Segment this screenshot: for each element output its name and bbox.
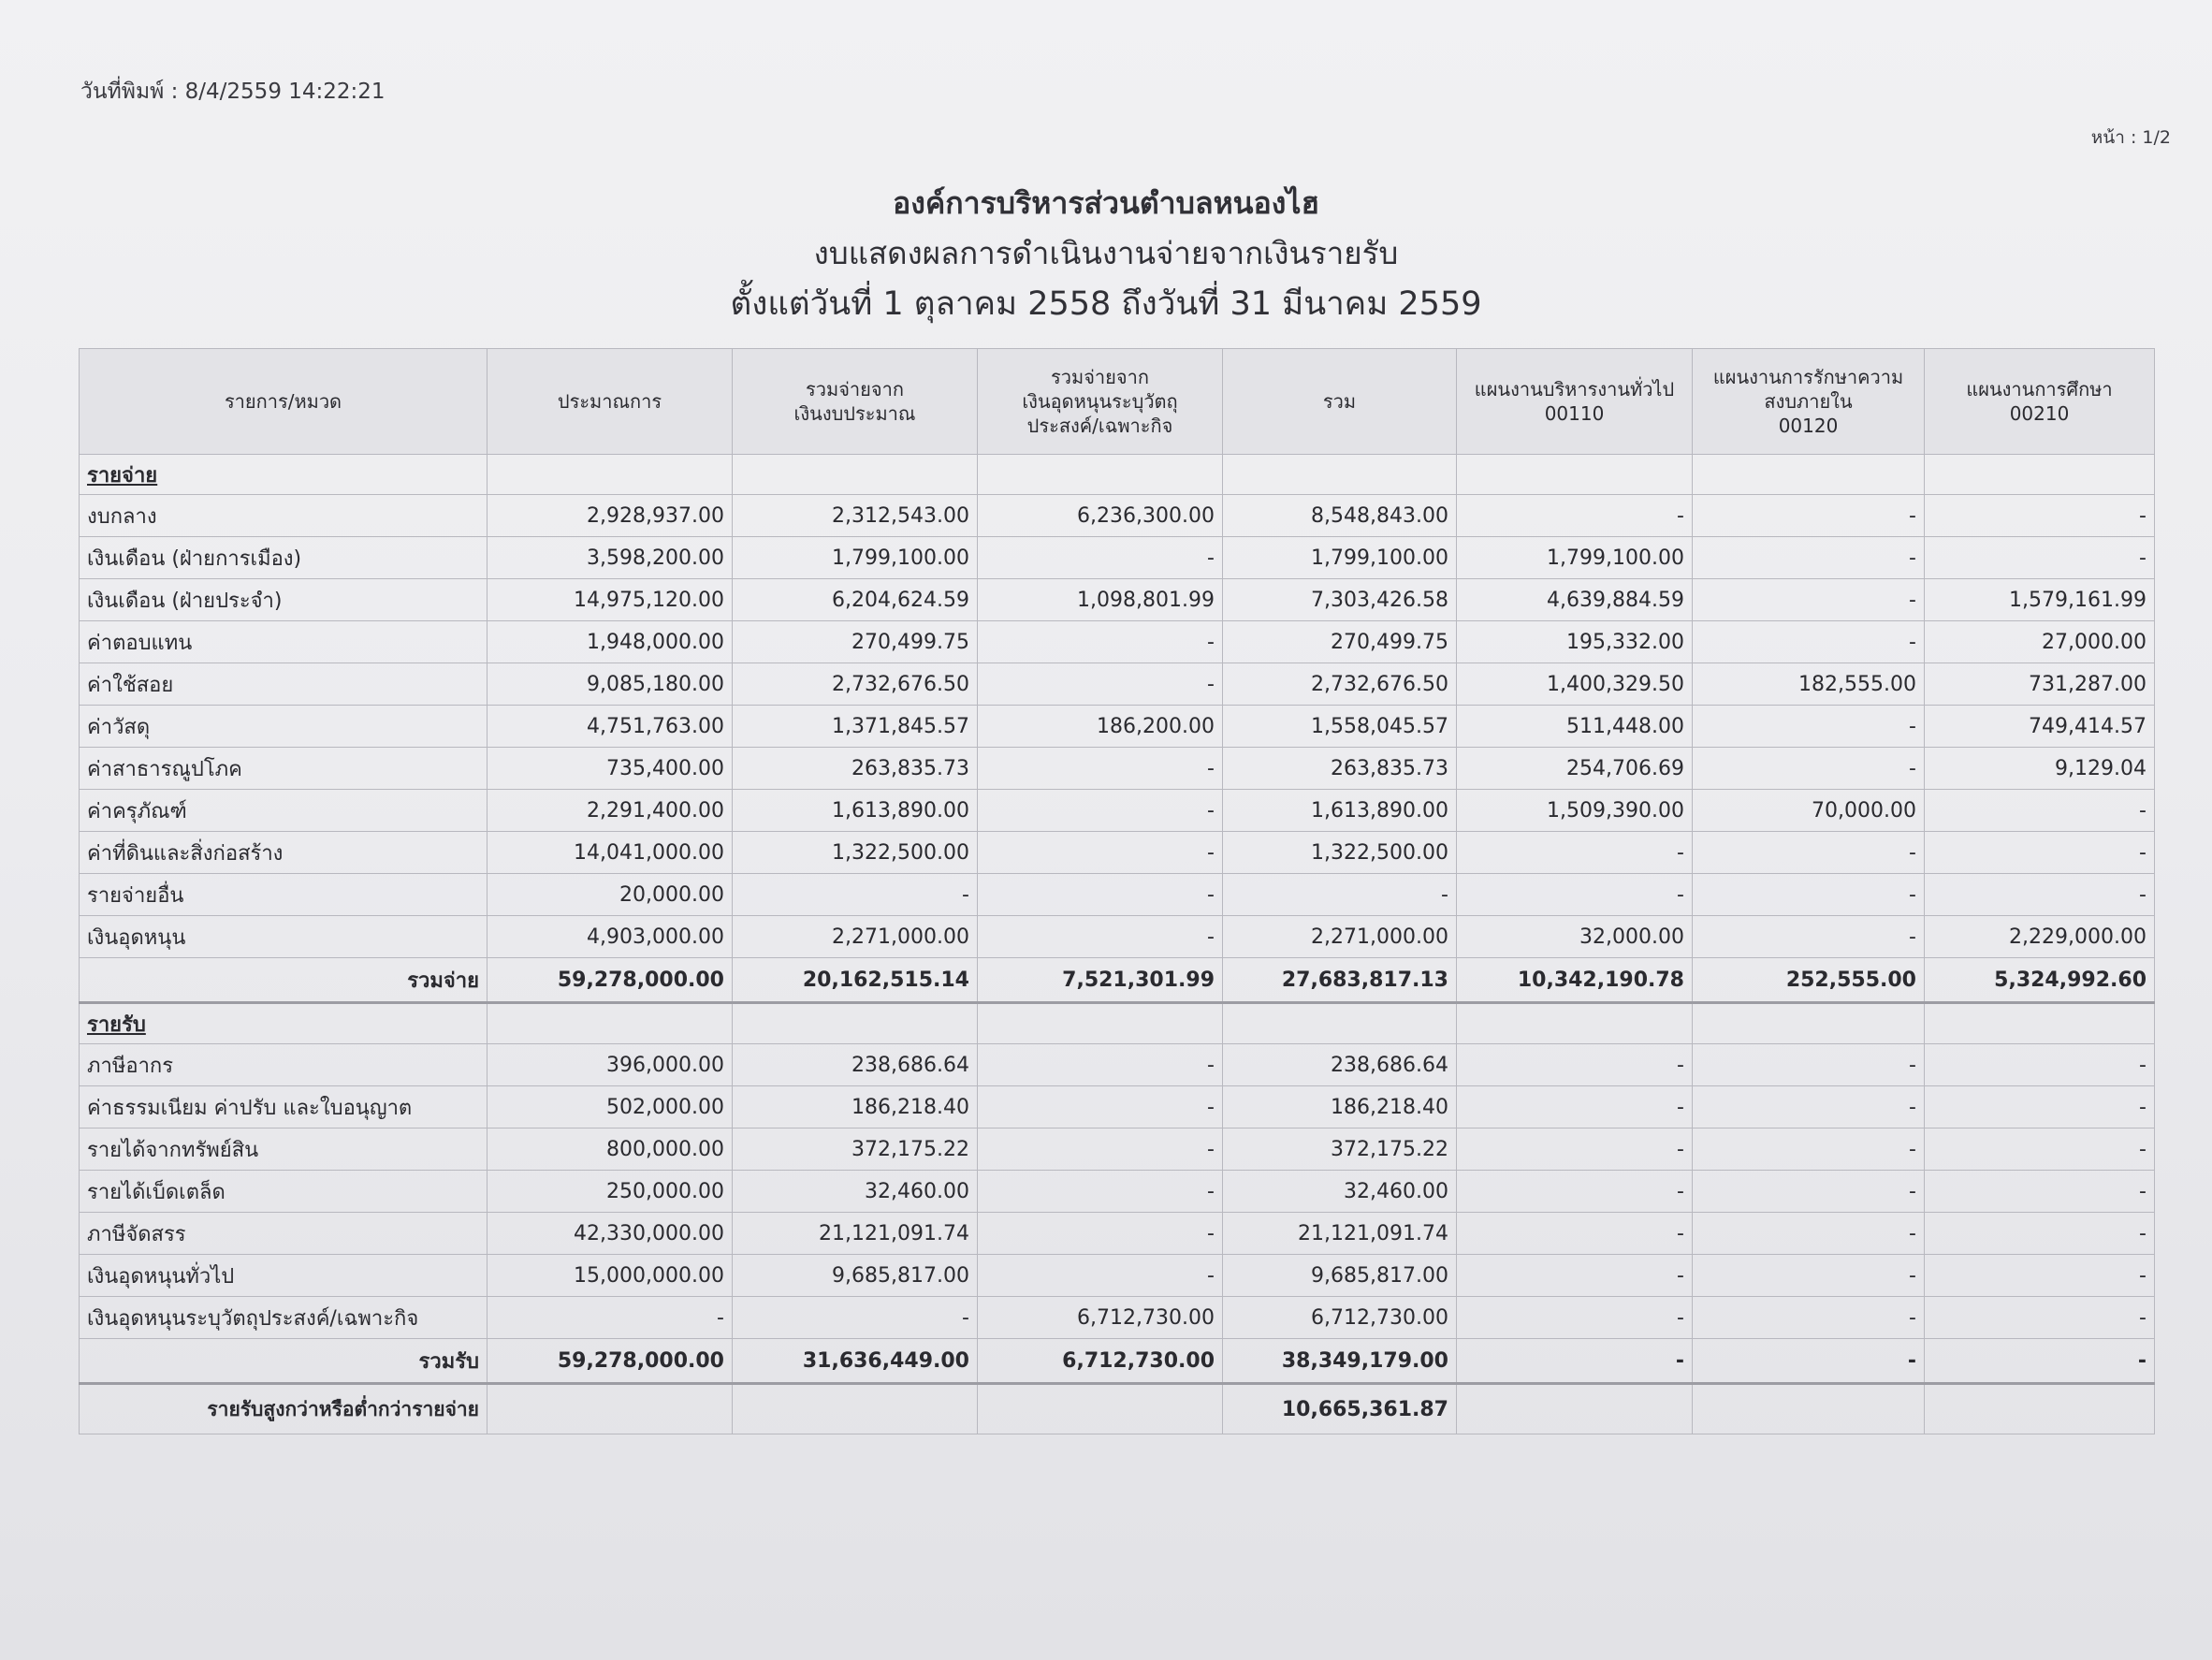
row-label: ค่าครุภัณฑ์ xyxy=(80,790,488,832)
value-cell: 2,732,676.50 xyxy=(1223,663,1457,706)
value-cell: 2,732,676.50 xyxy=(733,663,978,706)
report-title: งบแสดงผลการดำเนินงานจ่ายจากเงินรายรับ xyxy=(813,235,1399,271)
row-label: เงินอุดหนุน xyxy=(80,916,488,958)
column-header: แผนงานการศึกษา 00210 xyxy=(1925,349,2155,455)
value-cell: - xyxy=(1223,874,1457,916)
row-label: ค่าธรรมเนียม ค่าปรับ และใบอนุญาต xyxy=(80,1086,488,1129)
value-cell: 14,975,120.00 xyxy=(488,579,733,621)
value-cell: - xyxy=(1457,1339,1693,1384)
value-cell xyxy=(1693,1003,1925,1044)
value-cell: 270,499.75 xyxy=(1223,621,1457,663)
value-cell: - xyxy=(1925,790,2155,832)
row-label: รายได้เบ็ดเตล็ด xyxy=(80,1171,488,1213)
table-row xyxy=(80,1044,2155,1086)
value-cell: - xyxy=(1925,832,2155,874)
table-row xyxy=(80,621,2155,663)
organization-name: องค์การบริหารส่วนตำบลหนองไฮ xyxy=(892,185,1319,221)
value-cell: 20,000.00 xyxy=(488,874,733,916)
value-cell: - xyxy=(1693,1129,1925,1171)
value-cell: - xyxy=(978,1255,1223,1297)
row-label: รายได้จากทรัพย์สิน xyxy=(80,1129,488,1171)
value-cell: - xyxy=(978,1044,1223,1086)
value-cell: 2,229,000.00 xyxy=(1925,916,2155,958)
value-cell xyxy=(1457,455,1693,495)
value-cell: 32,460.00 xyxy=(1223,1171,1457,1213)
value-cell: 195,332.00 xyxy=(1457,621,1693,663)
value-cell: 8,548,843.00 xyxy=(1223,495,1457,537)
value-cell: - xyxy=(1693,874,1925,916)
value-cell: - xyxy=(978,832,1223,874)
value-cell: - xyxy=(488,1297,733,1339)
value-cell: - xyxy=(1457,1171,1693,1213)
value-cell: - xyxy=(1457,1213,1693,1255)
value-cell: 1,322,500.00 xyxy=(733,832,978,874)
value-cell: 27,683,817.13 xyxy=(1223,958,1457,1003)
total-row xyxy=(80,958,2155,1003)
value-cell: - xyxy=(1693,1171,1925,1213)
value-cell: 396,000.00 xyxy=(488,1044,733,1086)
value-cell xyxy=(488,1384,733,1434)
value-cell: - xyxy=(1693,832,1925,874)
table-row xyxy=(80,495,2155,537)
value-cell: - xyxy=(733,1297,978,1339)
section-title: รายรับ xyxy=(87,1012,146,1037)
value-cell: 38,349,179.00 xyxy=(1223,1339,1457,1384)
value-cell: - xyxy=(1693,1044,1925,1086)
value-cell: 749,414.57 xyxy=(1925,706,2155,748)
value-cell: 6,236,300.00 xyxy=(978,495,1223,537)
value-cell: 1,613,890.00 xyxy=(1223,790,1457,832)
value-cell: - xyxy=(1693,495,1925,537)
value-cell xyxy=(1925,1003,2155,1044)
value-cell: 21,121,091.74 xyxy=(1223,1213,1457,1255)
value-cell xyxy=(978,455,1223,495)
row-label: รวมจ่าย xyxy=(80,958,488,1003)
value-cell: - xyxy=(1693,916,1925,958)
section-row xyxy=(80,455,2155,495)
row-label: ค่าใช้สอย xyxy=(80,663,488,706)
row-label: ค่าวัสดุ xyxy=(80,706,488,748)
value-cell: 20,162,515.14 xyxy=(733,958,978,1003)
value-cell xyxy=(488,455,733,495)
net-row xyxy=(80,1384,2155,1434)
value-cell: 1,509,390.00 xyxy=(1457,790,1693,832)
value-cell: - xyxy=(1457,832,1693,874)
value-cell: - xyxy=(1693,621,1925,663)
value-cell: 250,000.00 xyxy=(488,1171,733,1213)
value-cell: 9,129.04 xyxy=(1925,748,2155,790)
table-row xyxy=(80,832,2155,874)
value-cell xyxy=(1457,1384,1693,1434)
value-cell: 70,000.00 xyxy=(1693,790,1925,832)
row-label: เงินเดือน (ฝ่ายการเมือง) xyxy=(80,537,488,579)
value-cell: 32,460.00 xyxy=(733,1171,978,1213)
column-header: แผนงานบริหารงานทั่วไป 00110 xyxy=(1457,349,1693,455)
value-cell: - xyxy=(1925,1255,2155,1297)
section-title: รายจ่าย xyxy=(87,463,158,488)
value-cell: 10,665,361.87 xyxy=(1223,1384,1457,1434)
value-cell: - xyxy=(1925,537,2155,579)
value-cell xyxy=(1693,1384,1925,1434)
value-cell: 254,706.69 xyxy=(1457,748,1693,790)
column-header: รวมจ่ายจาก เงินงบประมาณ xyxy=(733,349,978,455)
value-cell xyxy=(1693,455,1925,495)
row-label xyxy=(80,455,488,495)
row-label: เงินอุดหนุนระบุวัตถุประสงค์/เฉพาะกิจ xyxy=(80,1297,488,1339)
value-cell: - xyxy=(1457,1297,1693,1339)
value-cell: - xyxy=(1693,1297,1925,1339)
row-label: เงินอุดหนุนทั่วไป xyxy=(80,1255,488,1297)
value-cell: 186,200.00 xyxy=(978,706,1223,748)
value-cell: 1,371,845.57 xyxy=(733,706,978,748)
value-cell: 6,712,730.00 xyxy=(1223,1297,1457,1339)
value-cell: 2,271,000.00 xyxy=(1223,916,1457,958)
value-cell: 15,000,000.00 xyxy=(488,1255,733,1297)
value-cell: 252,555.00 xyxy=(1693,958,1925,1003)
table-row xyxy=(80,874,2155,916)
table-row xyxy=(80,1171,2155,1213)
value-cell: - xyxy=(1693,537,1925,579)
value-cell: - xyxy=(1925,1339,2155,1384)
row-label: รายรับสูงกว่าหรือต่ำกว่ารายจ่าย xyxy=(80,1384,488,1434)
value-cell: 3,598,200.00 xyxy=(488,537,733,579)
value-cell: 2,928,937.00 xyxy=(488,495,733,537)
value-cell: - xyxy=(1693,579,1925,621)
value-cell xyxy=(978,1003,1223,1044)
value-cell: 27,000.00 xyxy=(1925,621,2155,663)
value-cell: 59,278,000.00 xyxy=(488,958,733,1003)
value-cell: 263,835.73 xyxy=(733,748,978,790)
value-cell: 6,204,624.59 xyxy=(733,579,978,621)
value-cell: 1,799,100.00 xyxy=(1223,537,1457,579)
report-period: ตั้งแต่วันที่ 1 ตุลาคม 2558 ถึงวันที่ 31 มีนาคม 2559 xyxy=(730,285,1482,323)
value-cell: - xyxy=(978,1086,1223,1129)
value-cell: - xyxy=(1925,1129,2155,1171)
column-header: แผนงานการรักษาความ สงบภายใน 00120 xyxy=(1693,349,1925,455)
table-row xyxy=(80,663,2155,706)
value-cell: 731,287.00 xyxy=(1925,663,2155,706)
value-cell: 238,686.64 xyxy=(733,1044,978,1086)
value-cell: - xyxy=(1693,706,1925,748)
value-cell: 735,400.00 xyxy=(488,748,733,790)
value-cell: 186,218.40 xyxy=(733,1086,978,1129)
value-cell: 1,799,100.00 xyxy=(1457,537,1693,579)
value-cell: - xyxy=(1925,874,2155,916)
row-label: รวมรับ xyxy=(80,1339,488,1384)
value-cell: - xyxy=(978,1129,1223,1171)
table-row xyxy=(80,579,2155,621)
value-cell: 1,799,100.00 xyxy=(733,537,978,579)
value-cell: 4,903,000.00 xyxy=(488,916,733,958)
row-label: ภาษีอากร xyxy=(80,1044,488,1086)
value-cell: - xyxy=(1693,748,1925,790)
value-cell: - xyxy=(1693,1086,1925,1129)
value-cell xyxy=(488,1003,733,1044)
value-cell xyxy=(978,1384,1223,1434)
column-header: รายการ/หมวด xyxy=(80,349,488,455)
value-cell: 186,218.40 xyxy=(1223,1086,1457,1129)
report-header xyxy=(0,178,2212,329)
value-cell: - xyxy=(978,663,1223,706)
value-cell: - xyxy=(978,1213,1223,1255)
value-cell xyxy=(1925,1384,2155,1434)
value-cell: 7,521,301.99 xyxy=(978,958,1223,1003)
value-cell: 1,613,890.00 xyxy=(733,790,978,832)
value-cell: 7,303,426.58 xyxy=(1223,579,1457,621)
table-row xyxy=(80,706,2155,748)
value-cell: 511,448.00 xyxy=(1457,706,1693,748)
column-header: รวมจ่ายจาก เงินอุดหนุนระบุวัตถุ ประสงค์/เฉพาะกิจ xyxy=(978,349,1223,455)
value-cell: 9,685,817.00 xyxy=(1223,1255,1457,1297)
value-cell: 263,835.73 xyxy=(1223,748,1457,790)
row-label xyxy=(80,1003,488,1044)
value-cell: 1,098,801.99 xyxy=(978,579,1223,621)
table-row xyxy=(80,1086,2155,1129)
value-cell: - xyxy=(1693,1339,1925,1384)
value-cell: - xyxy=(978,790,1223,832)
value-cell: 238,686.64 xyxy=(1223,1044,1457,1086)
value-cell: 270,499.75 xyxy=(733,621,978,663)
value-cell: 372,175.22 xyxy=(733,1129,978,1171)
table-row xyxy=(80,1213,2155,1255)
value-cell: 800,000.00 xyxy=(488,1129,733,1171)
row-label: ค่าสาธารณูปโภค xyxy=(80,748,488,790)
value-cell: 6,712,730.00 xyxy=(978,1297,1223,1339)
value-cell: 4,639,884.59 xyxy=(1457,579,1693,621)
row-label: ค่าตอบแทน xyxy=(80,621,488,663)
value-cell: - xyxy=(1457,1129,1693,1171)
value-cell: - xyxy=(1693,1255,1925,1297)
table-row xyxy=(80,916,2155,958)
value-cell: - xyxy=(1457,874,1693,916)
value-cell: 502,000.00 xyxy=(488,1086,733,1129)
value-cell: - xyxy=(978,916,1223,958)
value-cell: - xyxy=(1457,1255,1693,1297)
value-cell xyxy=(1223,1003,1457,1044)
value-cell xyxy=(733,455,978,495)
value-cell: - xyxy=(978,1171,1223,1213)
value-cell: 2,312,543.00 xyxy=(733,495,978,537)
value-cell: 21,121,091.74 xyxy=(733,1213,978,1255)
value-cell: - xyxy=(978,748,1223,790)
column-header: ประมาณการ xyxy=(488,349,733,455)
value-cell xyxy=(733,1384,978,1434)
value-cell: - xyxy=(1457,495,1693,537)
value-cell: 1,400,329.50 xyxy=(1457,663,1693,706)
value-cell: - xyxy=(1925,1171,2155,1213)
table-row xyxy=(80,748,2155,790)
value-cell: 9,085,180.00 xyxy=(488,663,733,706)
column-header: รวม xyxy=(1223,349,1457,455)
page-number: หน้า : 1/2 xyxy=(2090,127,2171,148)
value-cell: - xyxy=(1925,1213,2155,1255)
value-cell: 1,558,045.57 xyxy=(1223,706,1457,748)
value-cell: 6,712,730.00 xyxy=(978,1339,1223,1384)
value-cell xyxy=(1223,455,1457,495)
value-cell: - xyxy=(733,874,978,916)
value-cell: 9,685,817.00 xyxy=(733,1255,978,1297)
value-cell: - xyxy=(978,874,1223,916)
table-row xyxy=(80,1297,2155,1339)
value-cell: 2,291,400.00 xyxy=(488,790,733,832)
value-cell: - xyxy=(1457,1044,1693,1086)
value-cell: 1,322,500.00 xyxy=(1223,832,1457,874)
value-cell: 10,342,190.78 xyxy=(1457,958,1693,1003)
value-cell: - xyxy=(1693,1213,1925,1255)
value-cell: 31,636,449.00 xyxy=(733,1339,978,1384)
table-row xyxy=(80,1255,2155,1297)
value-cell: 1,948,000.00 xyxy=(488,621,733,663)
table-row xyxy=(80,1129,2155,1171)
section-row xyxy=(80,1003,2155,1044)
value-cell: 32,000.00 xyxy=(1457,916,1693,958)
value-cell: - xyxy=(978,621,1223,663)
value-cell: 5,324,992.60 xyxy=(1925,958,2155,1003)
value-cell: - xyxy=(1925,495,2155,537)
value-cell xyxy=(733,1003,978,1044)
value-cell xyxy=(1457,1003,1693,1044)
table-header-row xyxy=(80,349,2155,455)
financial-report-table xyxy=(79,348,2155,1434)
value-cell: 42,330,000.00 xyxy=(488,1213,733,1255)
row-label: ค่าที่ดินและสิ่งก่อสร้าง xyxy=(80,832,488,874)
value-cell: - xyxy=(1925,1044,2155,1086)
row-label: งบกลาง xyxy=(80,495,488,537)
row-label: เงินเดือน (ฝ่ายประจำ) xyxy=(80,579,488,621)
value-cell: 14,041,000.00 xyxy=(488,832,733,874)
value-cell: 1,579,161.99 xyxy=(1925,579,2155,621)
table-row xyxy=(80,537,2155,579)
value-cell: - xyxy=(978,537,1223,579)
value-cell: 372,175.22 xyxy=(1223,1129,1457,1171)
value-cell: 4,751,763.00 xyxy=(488,706,733,748)
value-cell: 2,271,000.00 xyxy=(733,916,978,958)
value-cell: - xyxy=(1457,1086,1693,1129)
value-cell: 182,555.00 xyxy=(1693,663,1925,706)
table-row xyxy=(80,790,2155,832)
print-date: วันที่พิมพ์ : 8/4/2559 14:22:21 xyxy=(80,80,386,104)
table-body xyxy=(80,455,2155,1434)
value-cell xyxy=(1925,455,2155,495)
row-label: รายจ่ายอื่น xyxy=(80,874,488,916)
value-cell: - xyxy=(1925,1297,2155,1339)
value-cell: - xyxy=(1925,1086,2155,1129)
row-label: ภาษีจัดสรร xyxy=(80,1213,488,1255)
value-cell: 59,278,000.00 xyxy=(488,1339,733,1384)
total-row xyxy=(80,1339,2155,1384)
